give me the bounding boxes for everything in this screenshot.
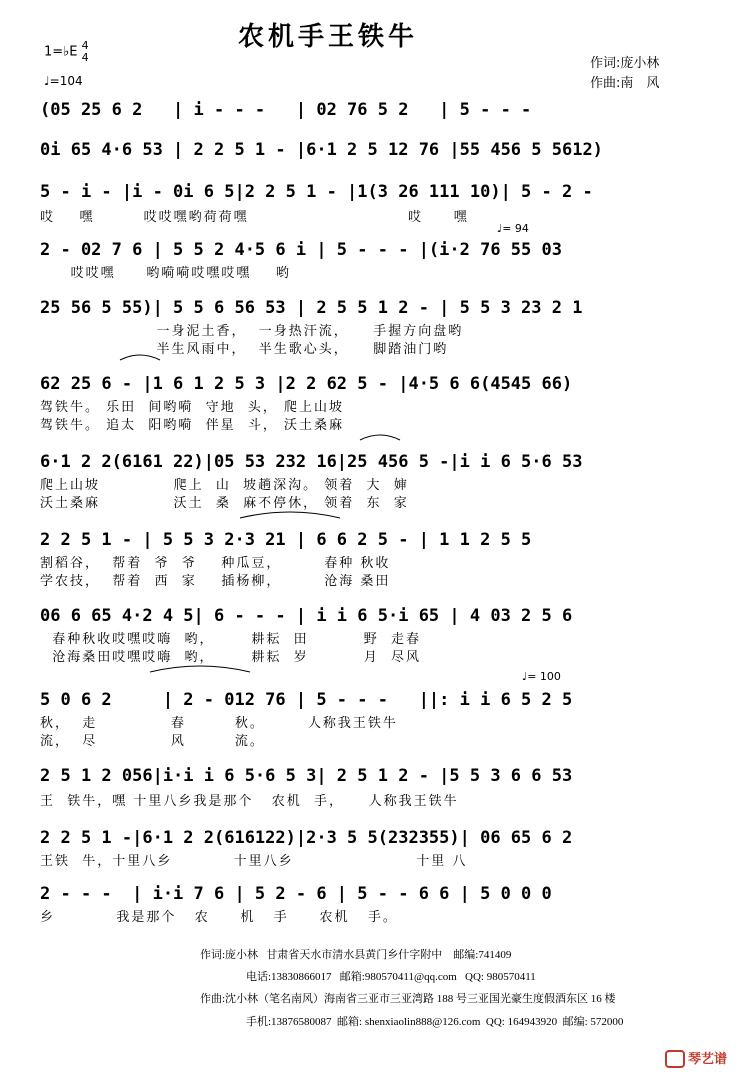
score-row-3: 5 - i - |i - 0i 6 5|2 2 5 1 - |1(3 26 111 10)| 5 - 2 -: [40, 182, 593, 202]
lyric-row-8b: 学农技， 帮着 西 家 插杨柳， 沧海 桑田: [40, 574, 391, 589]
time-top: 4: [81, 39, 89, 52]
lyric-row-9b: 沧海桑田哎嘿哎嗨 哟， 耕耘 岁 月 尽风: [40, 650, 422, 665]
composer-credit: 作曲:南 风: [590, 76, 660, 91]
score-row-12: 2 2 5 1 -|6·1 2 2(616122)|2·3 5 5(232355)| 06 65 6 2: [40, 828, 573, 848]
score-row-8: 2 2 5 1 - | 5 5 3 2·3 21 | 6 6 2 5 - | 1 1 2 5 5: [40, 530, 532, 550]
lyric-row-12: 王铁 牛，十里八乡 十里八乡 十里 八: [40, 854, 468, 869]
key-name: ♭E: [63, 44, 78, 60]
footer-line-4: 手机:13876580087 邮箱: shenxiaolin888@126.com QQ: 164943920 邮编: 572000: [246, 1016, 624, 1028]
lyric-row-5a: 一身泥土香， 一身热汗流， 手握方向盘哟: [40, 324, 464, 339]
lyric-row-5b: 半生风雨中， 半生歌心头， 脚踏油门哟: [40, 342, 449, 357]
slur-3: [150, 666, 250, 672]
score-row-13: 2 - - - | i·i 7 6 | 5 2 - 6 | 5 - - 6 6 | 5 0 0 0: [40, 884, 562, 904]
score-row-11: 2 5 1 2 056|i·i i 6 5·6 5 3| 2 5 1 2 - |5 5 3 6 6 53: [40, 766, 573, 786]
lyric-row-9a: 春种秋收哎嘿哎嗨 哟， 耕耘 田 野 走春: [40, 632, 422, 647]
score-row-6: 62 25 6 - |1 6 1 2 5 3 |2 2 62 5 - |4·5 6 6(4545 66): [40, 374, 573, 394]
site-logo: [665, 1048, 727, 1069]
lyricist-credit: 作词:庞小林: [590, 56, 660, 71]
lyric-row-3: 哎 嘿 哎哎嘿哟荷荷嘿 哎 嘿: [40, 210, 469, 225]
score-row-7: 6·1 2 2(6161 22)|05 53 232 16|25 456 5 -|i i 6 5·6 53: [40, 452, 583, 472]
time-bottom: 4: [81, 51, 89, 64]
score-row-5: 25 56 5 55)| 5 5 6 56 53 | 2 5 5 1 2 - | 5 5 3 23 2 1: [40, 298, 583, 318]
lyric-row-10a: 秋， 走 春 秋。 人称我王铁牛: [40, 716, 398, 731]
score-row-4: 2 - 02 7 6 | 5 5 2 4·5 6 i | 5 - - - |(i·2 76 55 03: [40, 240, 562, 260]
lyric-row-6a: 驾铁牛。 乐田 间哟嗬 守地 头， 爬上山坡: [40, 400, 345, 415]
lyric-row-13: 乡 我是那个 农 机 手 农机 手。: [40, 910, 398, 925]
logo-icon: [665, 1050, 685, 1068]
footer-line-3: 作曲:沈小林（笔名南风）海南省三亚市三亚湾路 188 号三亚国光豪生度假酒东区 16 楼: [200, 993, 616, 1005]
score-row-1: (05 25 6 2 | i - - - | 02 76 5 2 | 5 - - -: [40, 100, 552, 120]
score-row-9: 06 6 65 4·2 4 5| 6 - - - | i i 6 5·i 65 | 4 03 2 5 6: [40, 606, 573, 626]
key-prefix: 1=: [44, 44, 64, 60]
footer-line-2: 电话:13830866017 邮箱:980570411@qq.com QQ: 980570411: [246, 971, 536, 983]
lyric-row-7b: 沃土桑麻 沃土 桑 麻不停休， 领着 东 家: [40, 496, 409, 511]
footer-line-1: 作词:庞小林 甘肃省天水市清水县黄门乡什字附中 邮编:741409: [200, 949, 512, 961]
song-title: 农机手王铁牛: [238, 22, 419, 52]
score-row-2: 0i 65 4·6 53 | 2 2 5 1 - |6·1 2 5 12 76 |55 456 5 5612): [40, 140, 603, 160]
slur-4: [120, 355, 160, 360]
lyric-row-6b: 驾铁牛。 追太 阳哟嗬 伴星 斗， 沃土桑麻: [40, 418, 345, 433]
slur-1: [360, 435, 400, 440]
lyric-row-11: 王 铁牛，嘿 十里八乡我是那个 农机 手， 人称我王铁牛: [40, 794, 459, 809]
logo-text: 琴艺谱: [687, 1051, 727, 1067]
score-row-10: 5 0 6 2 | 2 - 012 76 | 5 - - - ||: i i 6 5 2 5: [40, 690, 573, 710]
tempo-mark: ♩=104: [44, 74, 83, 88]
lyric-row-7a: 爬上山坡 爬上 山 坡趟深沟。 领着 大 婶: [40, 478, 409, 493]
tempo-change-94: ♩= 94: [497, 222, 529, 235]
lyric-row-4: 哎哎嘿 哟嗬嗬哎嘿哎嘿 哟: [40, 266, 291, 281]
lyric-row-10b: 流， 尽 风 流。: [40, 734, 265, 749]
slur-2: [240, 512, 340, 518]
lyric-row-8a: 割稻谷， 帮着 爷 爷 种瓜豆， 春种 秋收: [40, 556, 391, 571]
tempo-change-100: ♩= 100: [522, 670, 561, 683]
